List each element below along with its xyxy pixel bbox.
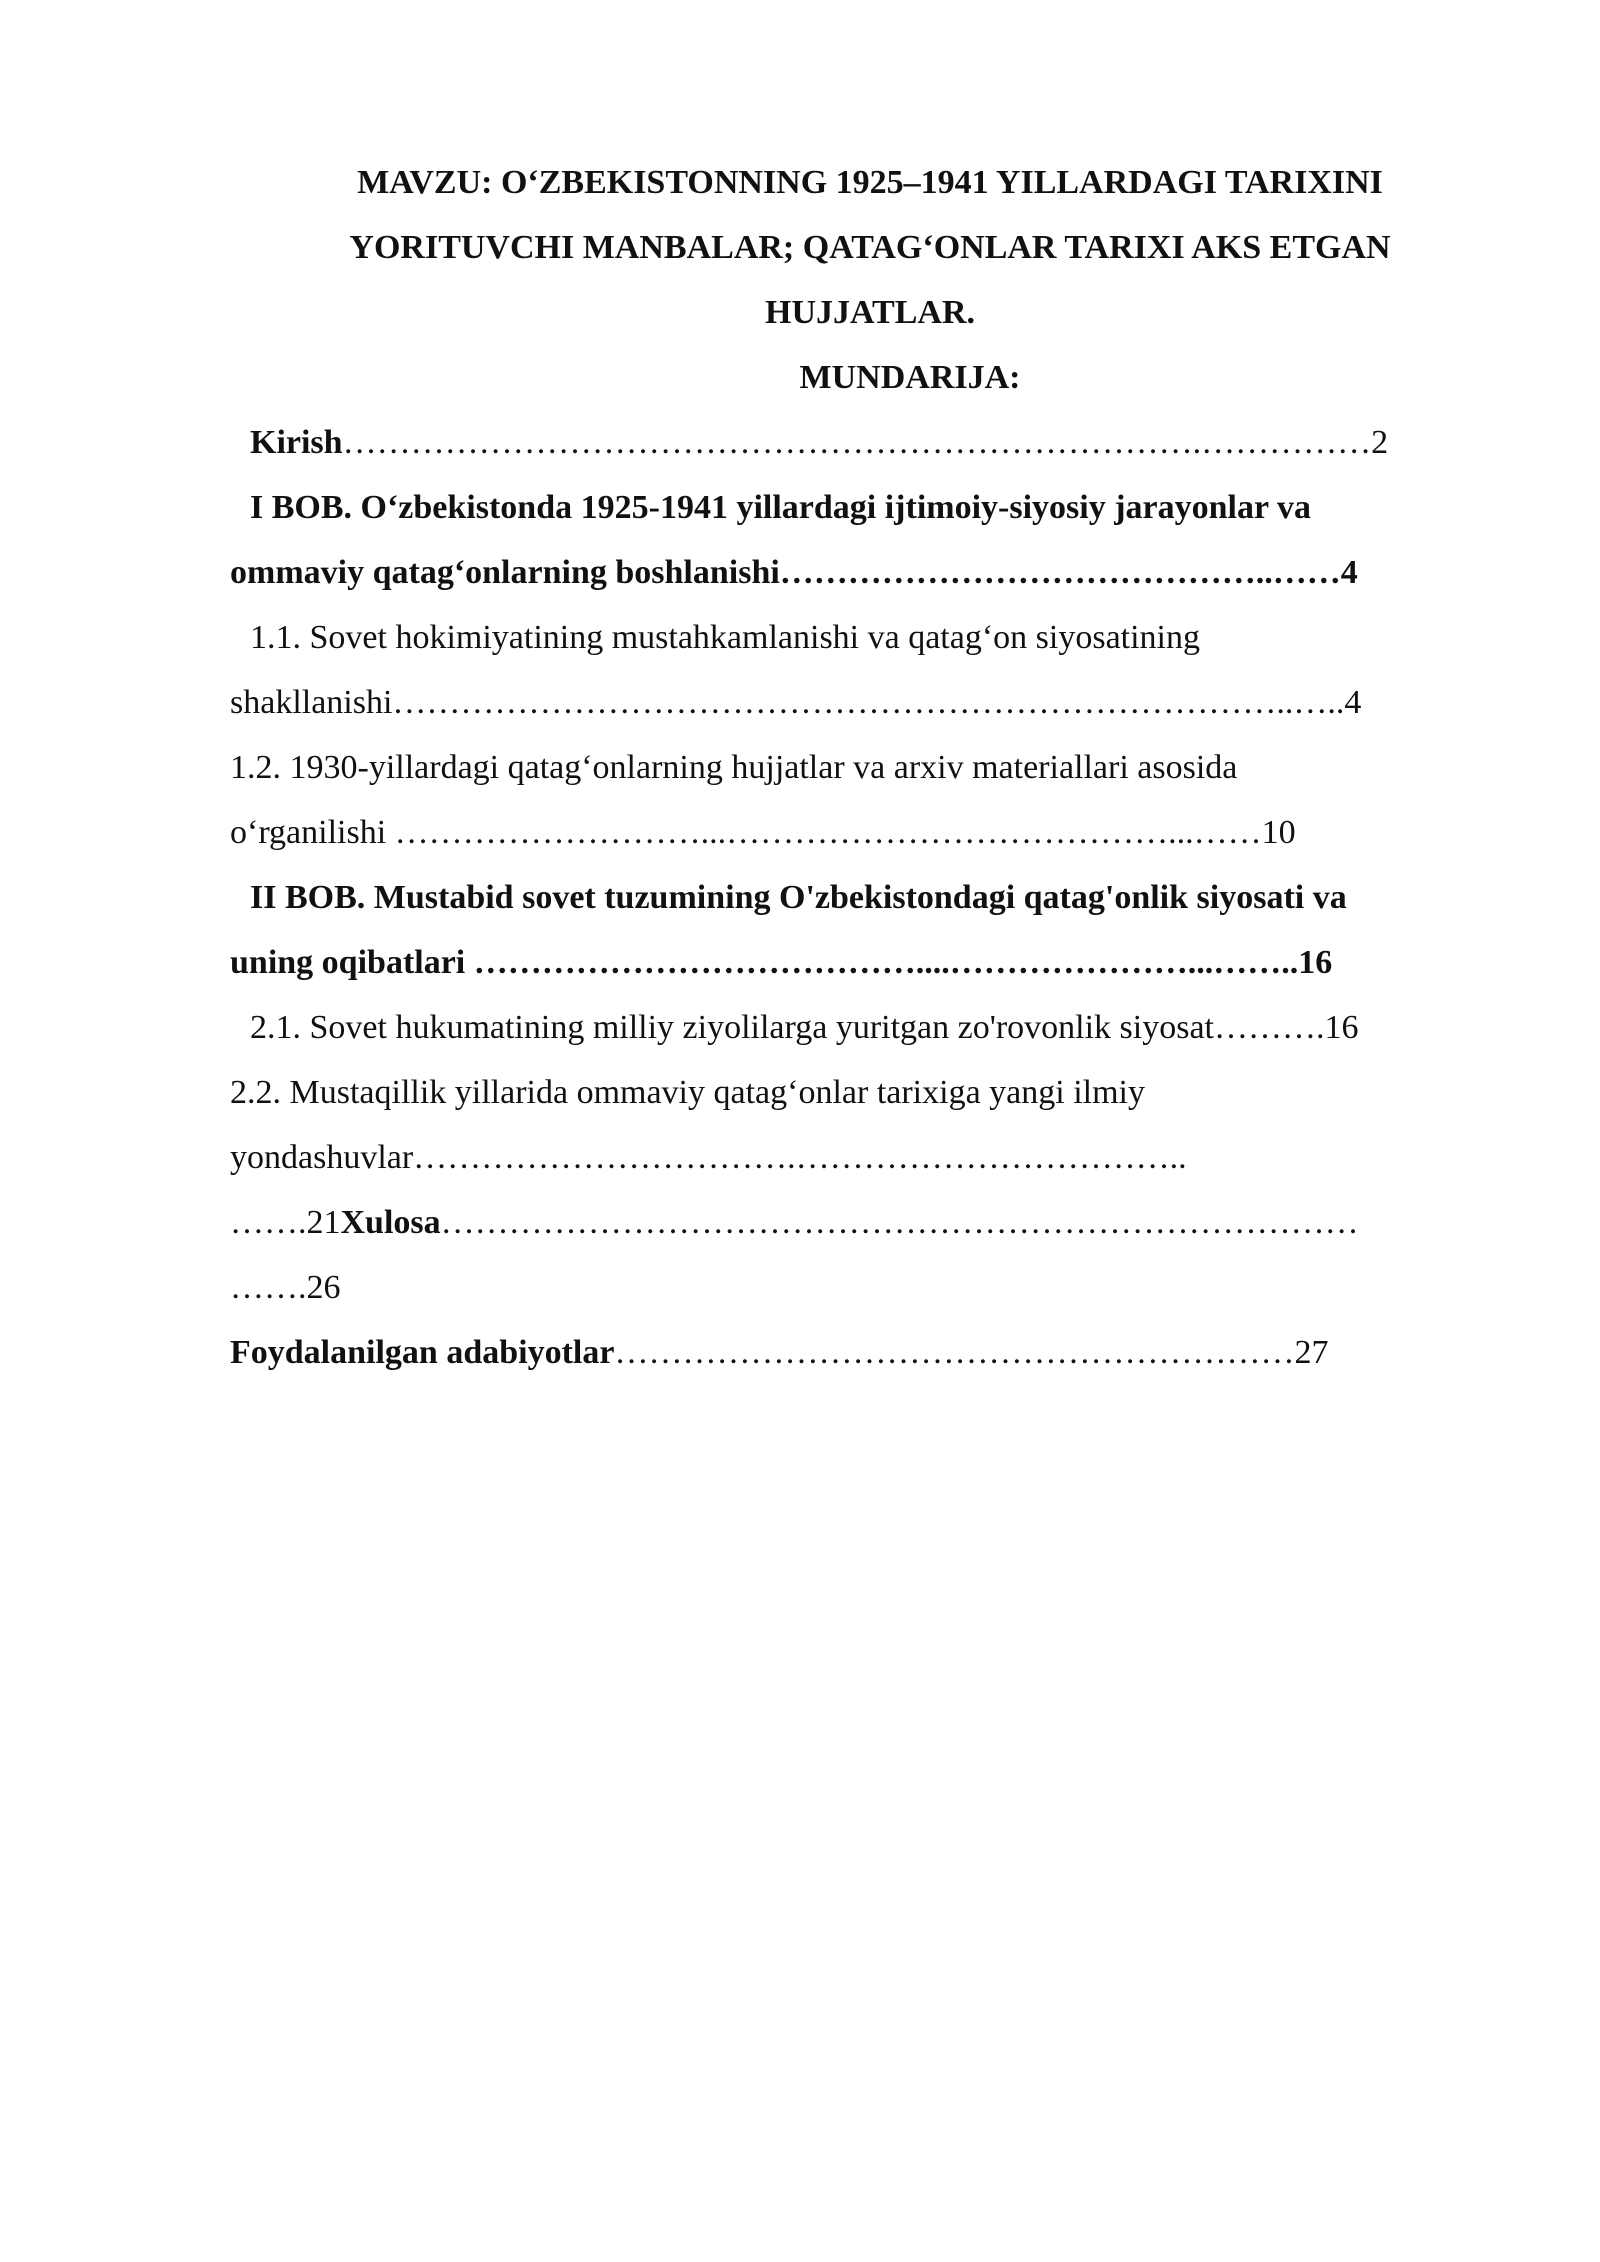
toc-page-number: 27 [1294, 1334, 1329, 1371]
document-page [230, 150, 1490, 1385]
toc-entry-line: I BOB. O‘zbekistonda 1925-1941 yillardagi ijtimoiy-siyosiy jarayonlar va [250, 489, 1311, 526]
toc-entry-section-2-1[interactable] [230, 995, 1490, 1060]
toc-entry-chapter-2[interactable] [230, 865, 1490, 995]
toc-entry-line: 2.2. Mustaqillik yillarida ommaviy qatag‘onlar tarixiga yangi ilmiy [230, 1074, 1145, 1111]
toc-entry-adabiyotlar[interactable] [230, 1320, 1490, 1385]
toc-entry-label: Kirish [250, 424, 343, 461]
toc-entry-line: 1.1. Sovet hokimiyatining mustahkamlanishi va qatag‘on siyosatining [250, 619, 1201, 656]
toc-leader: ………………………………………………………………….…………… [342, 424, 1372, 461]
toc-leader: …………………………………………………… [614, 1334, 1295, 1371]
toc-entry-line: 1.2. 1930-yillardagi qatag‘onlarning hujjatlar va arxiv materiallari asosida [230, 749, 1238, 786]
toc-heading: MUNDARIJA: [799, 359, 1021, 396]
toc-entry-kirish[interactable] [230, 410, 1490, 475]
toc-entry-line: uning oqibatlari …………………………………....…………………...……..16 [230, 944, 1333, 981]
toc-entry-section-2-2[interactable] [230, 1060, 1490, 1320]
toc-entry-label-xulosa[interactable]: Xulosa [340, 1204, 441, 1241]
toc-page-number: 2 [1371, 424, 1389, 461]
toc-entry-line: 2.1. Sovet hukumatining milliy ziyolilarga yuritgan zo'rovonlik siyosat……….16 [250, 1009, 1359, 1046]
toc-entry-line: II BOB. Mustabid sovet tuzumining O'zbekistondagi qatag'onlik siyosati va [250, 879, 1347, 916]
toc-entry-chapter-1[interactable] [230, 475, 1490, 605]
toc-entry-section-1-1[interactable] [230, 605, 1490, 735]
toc-entry-line: ommaviy qatag‘onlarning boshlanishi……………………………………..……4 [230, 554, 1358, 591]
title-line-2: YORITUVCHI MANBALAR; QATAG‘ONLAR TARIXI AKS ETGAN [349, 229, 1391, 266]
toc-entry-line: yondashuvlar…………………………….…………………………….. [230, 1139, 1187, 1176]
document-title [230, 150, 1490, 345]
title-line-1: MAVZU: O‘ZBEKISTONNING 1925–1941 YILLARDAGI TARIXINI [357, 164, 1383, 201]
toc-entry-section-1-2[interactable] [230, 735, 1490, 865]
toc-entry-line: o‘rganilishi ………………………...…………………………………...……10 [230, 814, 1296, 851]
title-line-3: HUJJATLAR. [765, 294, 975, 331]
toc-leader: ……………………………………………………………………… [440, 1204, 1359, 1241]
toc-page-number: …….21 [230, 1204, 341, 1241]
toc-page-number: …….26 [230, 1269, 341, 1306]
toc-entry-label: Foydalanilgan adabiyotlar [230, 1334, 615, 1371]
toc-entry-line: shakllanishi……………………………………………………………………..…..4 [230, 684, 1362, 721]
